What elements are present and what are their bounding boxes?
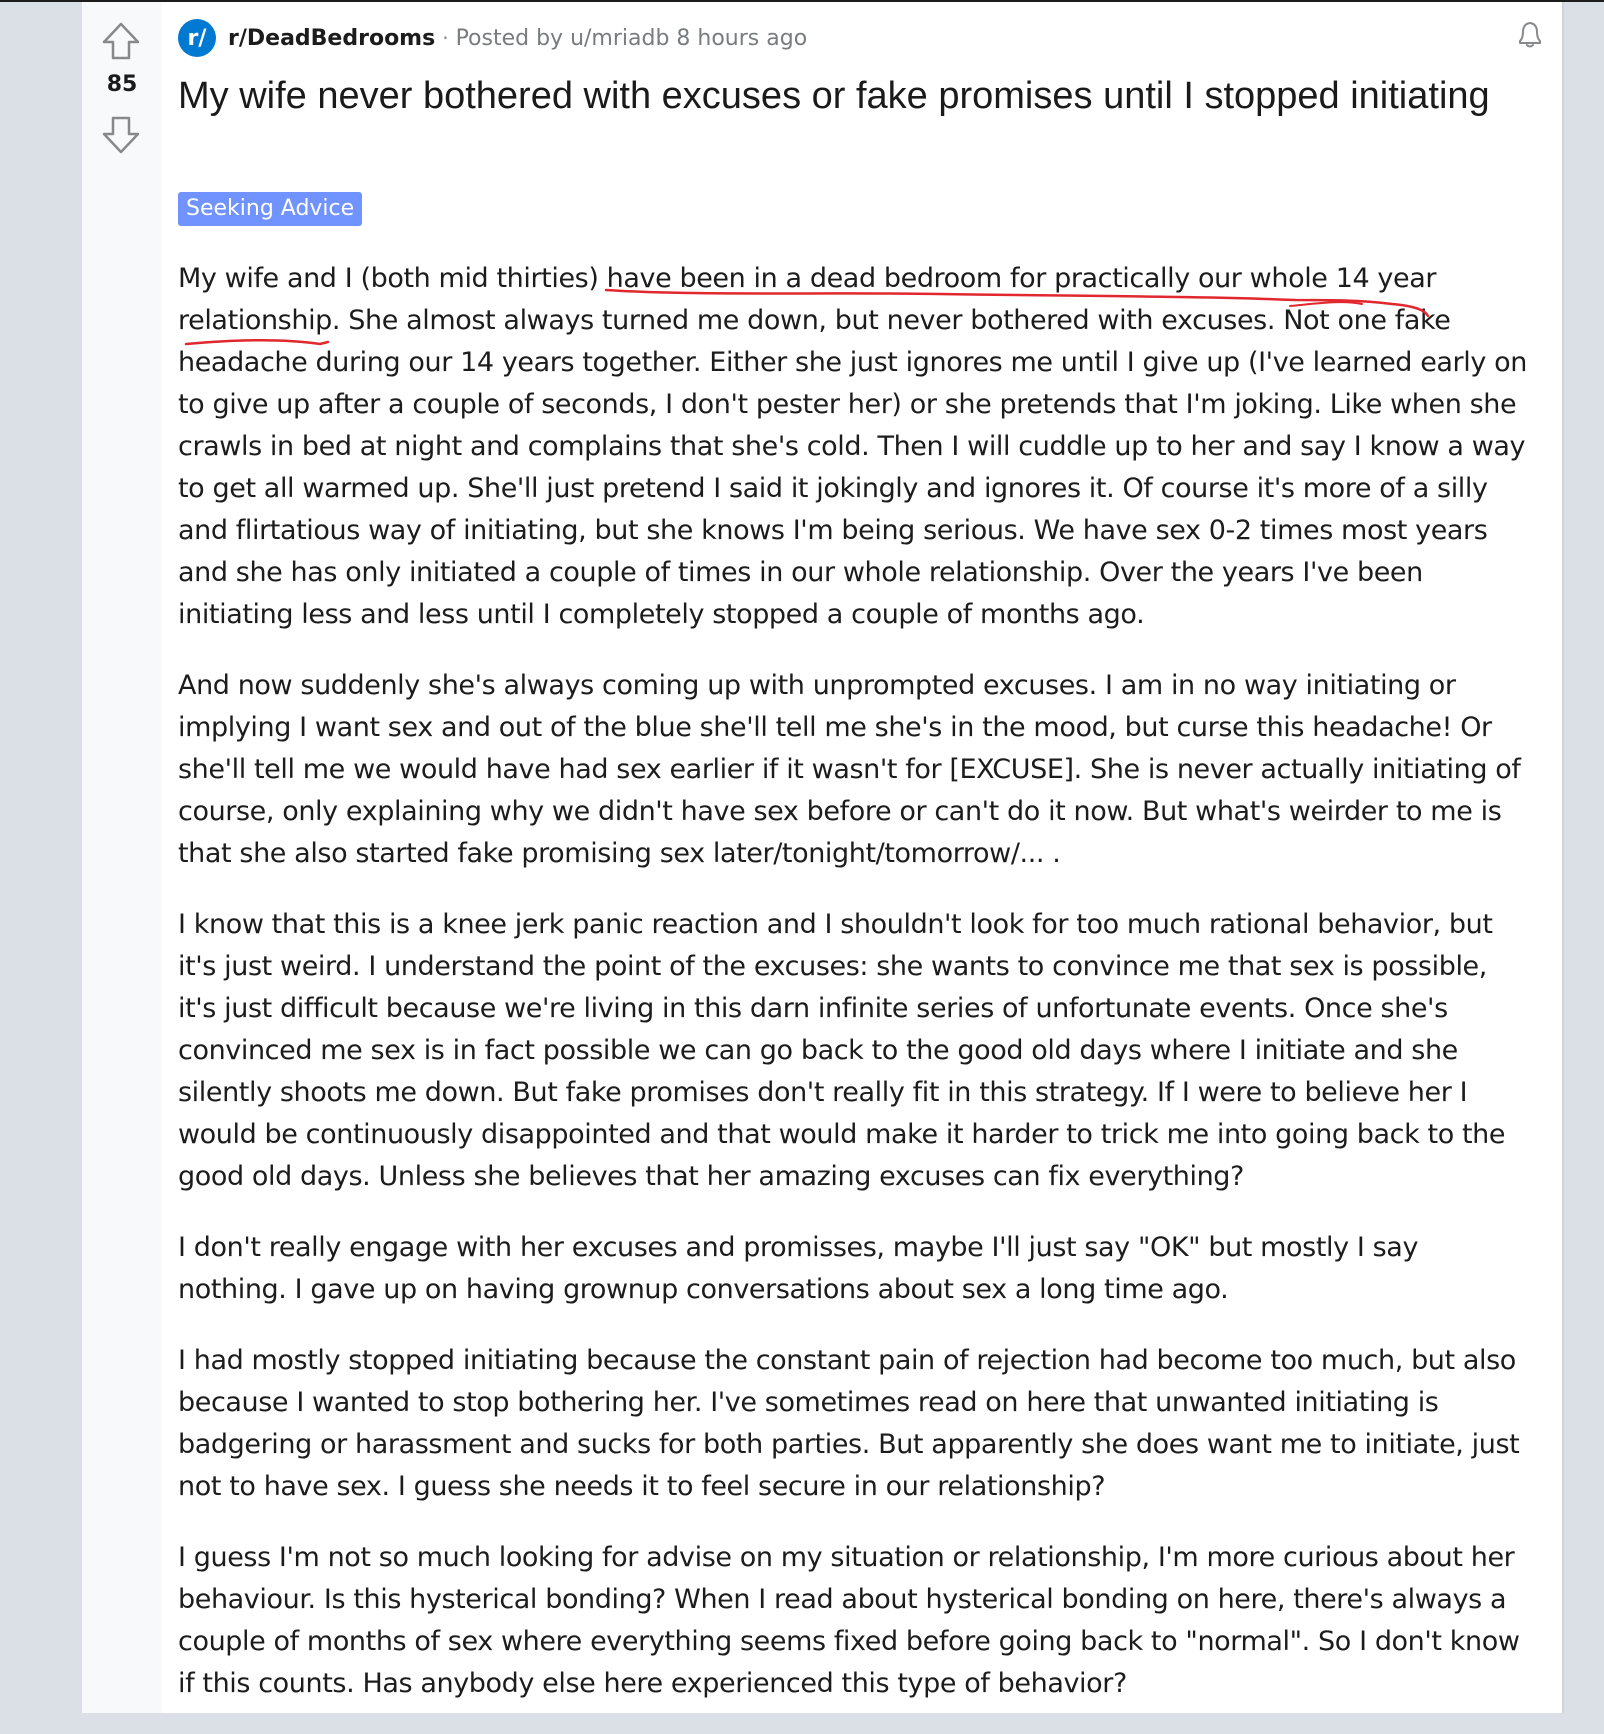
body-paragraph-2: And now suddenly she's always coming up with unprompted excuses. I am in no way initiating or implying I want sex and out of the blue she'll tell me she's in the mood, but curse this headache! Or she'll tell me we would have had sex earlier if it wasn't for [EXCUSE]. She is never actually initiating of course, only explaining why we didn't have sex before or can't do it now. But what's weirder to me is that she also started fake promising sex later/tonight/tomorrow/... . [178,670,1521,869]
downvote-arrow-icon[interactable] [100,114,142,156]
subreddit-icon[interactable]: r/ [178,19,216,57]
card-edge [1562,2,1564,1713]
body-paragraph-5: I had mostly stopped initiating because the constant pain of rejection had become too much, but also because I wanted to stop bothering her. I've sometimes read on here that unwanted initiating is badgering or harassment and sucks for both parties. But apparently she does want me to initiate, just not to have sex. I guess she needs it to feel secure in our relationship? [178,1345,1520,1502]
post-flair[interactable]: Seeking Advice [178,192,362,226]
posted-by-meta: Posted by u/mriadb 8 hours ago [455,25,808,51]
bell-icon[interactable] [1512,16,1548,52]
body-paragraph-3: I know that this is a knee jerk panic reaction and I shouldn't look for too much rational behavior, but it's just weird. I understand the point of the excuses: she wants to convince me that sex is possible, it's just difficult because we're living in this darn infinite series of unfortunate events. Once she's convinced me sex is in fact possible we can go back to the good old days where I initiate and she silently shoots me down. But fake promises don't really fit in this strategy. If I were to believe her I would be continuously disappointed and that would make it harder to trick me into going back to the good old days. Unless she believes that her amazing excuses can fix everything? [178,909,1506,1192]
body-paragraph-1: My wife and I (both mid thirties) have been in a dead bedroom for practically our whole 14 year relationship. She almost always turned me down, but never bothered with excuses. Not one fake headache during our 14 years together. Either she just ignores me until I give up (I've learned early on to give up after a couple of seconds, I don't pester her) or she pretends that I'm joking. Like when she crawls in bed at night and complains that she's cold. Then I will cuddle up to her and say I know a way to get all warmed up. She'll just pretend I said it jokingly and ignores it. Of course it's more of a silly and flirtatious way of initiating, but she knows I'm being serious. We have sex 0-2 times most years and she has only initiated a couple of times in our whole relationship. Over the years I've been initiating less and less until I completely stopped a couple of months ago. [178,263,1527,630]
body-paragraph-6: I guess I'm not so much looking for advise on my situation or relationship, I'm more curious about her behaviour. Is this hysterical bonding? When I read about hysterical bonding on here, there's always a couple of months of sex where everything seems fixed before going back to "normal". So I don't know if this counts. Has anybody else here experienced this type of behavior? [178,1542,1520,1699]
vote-score: 85 [106,72,138,97]
vote-column [82,2,162,1713]
post-header [178,18,807,58]
post-body [178,258,1528,1734]
body-paragraph-4: I don't really engage with her excuses and promisses, maybe I'll just say "OK" but mostly I say nothing. I gave up on having grownup conversations about sex a long time ago. [178,1232,1419,1305]
separator-dot: · [442,26,449,50]
post-title[interactable]: My wife never bothered with excuses or fake promises until I stopped initiating [178,75,1490,117]
upvote-arrow-icon[interactable] [100,20,142,62]
subreddit-link[interactable]: r/DeadBedrooms [228,25,436,51]
